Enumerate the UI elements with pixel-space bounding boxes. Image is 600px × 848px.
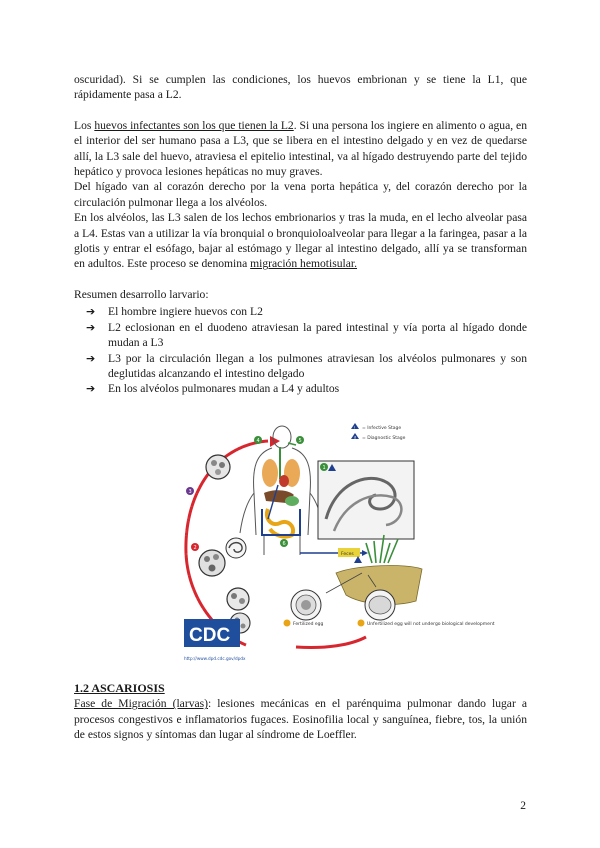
life-cycle-figure: [176, 423, 495, 667]
list-item: [74, 304, 527, 319]
legend-diagnostic-label: = Diagnostic Stage: [362, 436, 406, 441]
step-number-5: 5: [298, 438, 302, 444]
migration-phase-label: Fase de Migración (larvas): [74, 697, 209, 711]
fertilized-egg-inset: [291, 590, 321, 620]
pharynx-arrow: [288, 443, 296, 445]
list-item: [74, 351, 527, 382]
left-lung: [262, 459, 278, 487]
embryonated-egg-lower: [227, 588, 249, 610]
unfertilized-egg-label: Unfertilized egg will not undergo biological development: [367, 622, 495, 627]
arrow-icon: ➔: [86, 305, 96, 319]
adult-worms-inset: [318, 461, 414, 539]
legend-infective-symbol: i: [354, 424, 356, 430]
fertilized-marker: [284, 620, 291, 627]
step-number-1: 1: [322, 465, 326, 471]
stomach: [285, 496, 299, 506]
underlined-migracion: migración hemotisular.: [250, 257, 358, 271]
arrow-icon: ➔: [86, 351, 96, 365]
page-body: [74, 72, 527, 397]
cycle-arc-bottom: [296, 637, 366, 648]
paragraph-3: Del hígado van al corazón derecho por la vena porta hepática y, del corazón derecho por la circulación pulmonar llega a los alvéolos.: [74, 180, 527, 209]
migration-phase-paragraph: [74, 696, 527, 742]
underlined-infective-eggs: huevos infectantes son los que tienen la L2: [94, 118, 294, 132]
step-number-3: 3: [188, 489, 192, 495]
list-item: [74, 320, 527, 351]
list-item: [74, 381, 527, 396]
unfertilized-egg-inset: [365, 590, 395, 620]
section-heading: 1.2 ASCARIOSIS: [74, 681, 165, 695]
legend-diagnostic-symbol: d: [353, 434, 357, 440]
hatched-larva-inset: [226, 538, 246, 558]
arrow-to-feces-head: [362, 550, 368, 556]
cycle-arrowhead: [270, 436, 280, 447]
heart: [279, 475, 289, 487]
paragraph-4: [74, 210, 527, 272]
paragraph-2: [74, 118, 527, 180]
list-item-text: El hombre ingiere huevos con L2: [108, 305, 263, 319]
legend-infective-label: = Infective Stage: [362, 426, 402, 431]
step-number-2: 2: [193, 545, 197, 551]
diagnostic-triangle-feces: [354, 556, 362, 563]
larval-summary-list: [74, 304, 527, 396]
step-number-4: 4: [256, 438, 260, 444]
life-cycle-diagram: [176, 423, 495, 667]
unfertilized-marker: [358, 620, 365, 627]
step-number-6: 6: [282, 541, 286, 547]
ascariosis-section: [74, 681, 527, 743]
cdc-url: http://www.dpd.cdc.gov/dpdx: [184, 656, 246, 661]
fertilized-egg-label: Fertilized egg: [293, 622, 324, 627]
embryonated-egg-middle: [199, 550, 225, 576]
migration-phase-text: : lesiones mecánicas en el parénquima pulmonar dando lugar a procesos congestivos e inflamatorios fugaces. Eosinofilia local y sanguínea, fiebre, tos, la unión de estos signos y síntomas dan lugar al síndrome de Loeffler.: [74, 697, 527, 742]
list-item-text: En los alvéolos pulmonares mudan a L4 y adultos: [108, 382, 340, 396]
paragraph-2-prefix: Los: [74, 118, 95, 132]
arrow-icon: ➔: [86, 320, 96, 334]
paragraph-2-rest: . Si una persona los ingiere en alimento o agua, en el interior del ser humano pasa a L3, que se libera en el intestino delgado y en vez de quedarse allí, la L3 sale del huevo, atraviesa el epitelio intestinal, va al hígado destruyendo parte del tejido hepático y provoca lesiones hepáticas no muy graves.: [74, 118, 527, 179]
paragraph-4-main: En los alvéolos, las L3 salen de los lechos embrionarios y tras la muda, en el lecho alveolar pasa a L4. Estas van a utilizar la vía bronquial o bronquioloalveolar para llegar a la faringea, pasar a la glotis y entrar el esófago, bajar al estómago y llegar al intestino delgado, allí ya se transforman en adultos. Este proceso se denomina: [74, 211, 527, 271]
small-intestine: [267, 509, 293, 537]
summary-title: Resumen desarrollo larvario:: [74, 287, 209, 301]
embryonated-egg-top: [206, 455, 230, 479]
paragraph-1: oscuridad). Si se cumplen las condiciones, los huevos embrionan y se tiene la L1, que rápidamente pasa a L2.: [74, 73, 527, 102]
list-item-text: L3 por la circulación llegan a los pulmones atraviesan los alvéolos pulmonares y son deglutidas alcanzando el intestino delgado: [108, 351, 527, 380]
cdc-logo-text: CDC: [189, 625, 231, 646]
arrow-icon: ➔: [86, 382, 96, 396]
feces-label: Feces: [341, 552, 354, 557]
page-number: 2: [520, 800, 526, 812]
list-item-text: L2 eclosionan en el duodeno atraviesan la pared intestinal y vía porta al hígado donde mudan a L3: [108, 320, 527, 350]
